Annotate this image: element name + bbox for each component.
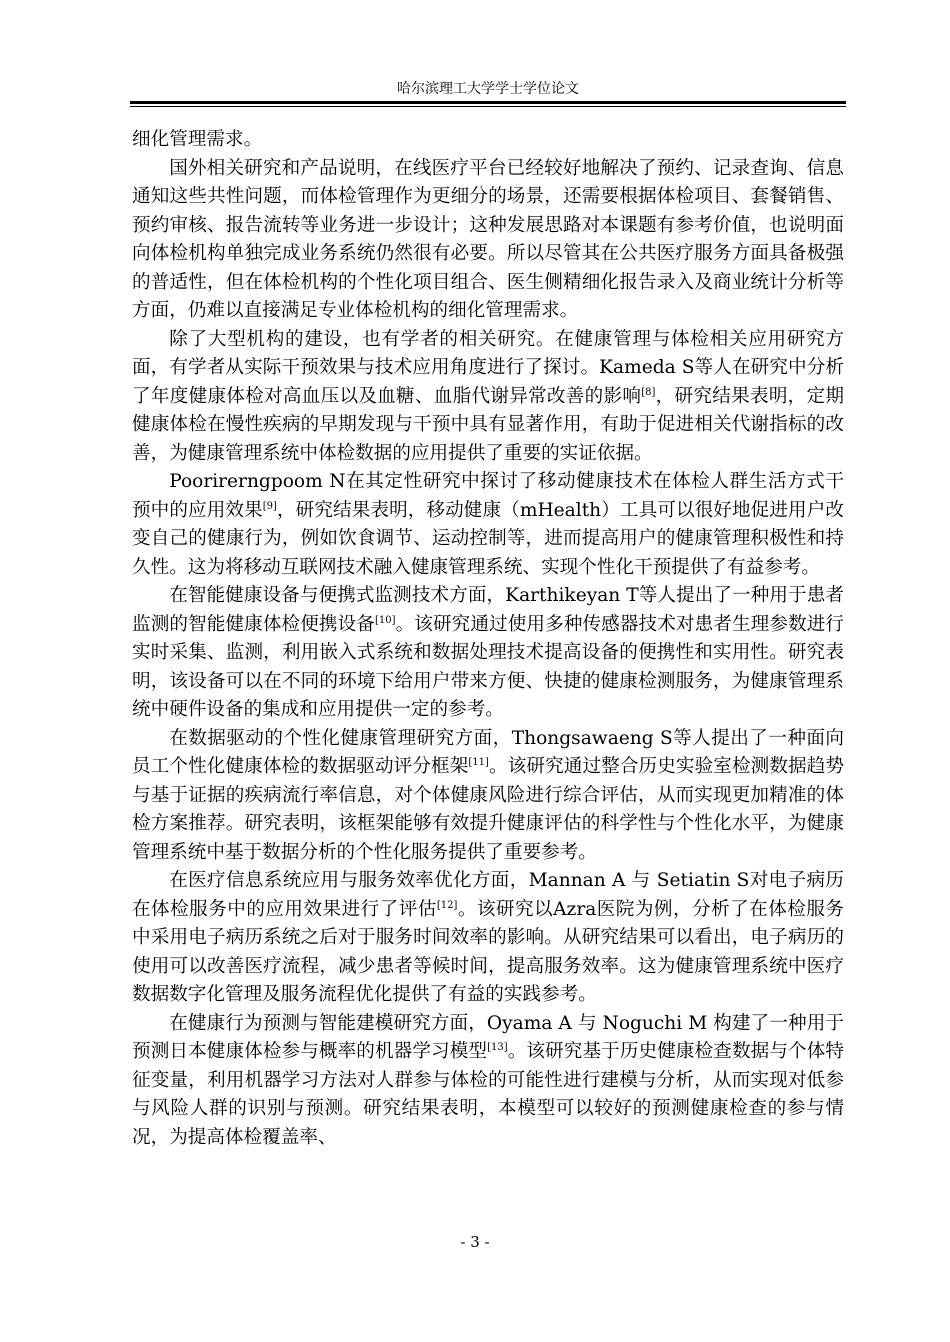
page-number: - 3 -: [460, 1233, 490, 1251]
paragraph-text: 在智能健康设备与便携式监测技术方面，Karthikeyan T等人提出了一种用于患者监测的智能健康体检便携设备: [132, 585, 844, 635]
paragraph: [132, 725, 844, 868]
paragraph: [132, 326, 844, 469]
paragraph: [132, 1010, 844, 1153]
paragraph: [132, 582, 844, 725]
paragraph-text: 除了大型机构的建设，也有学者的相关研究。在健康管理与体检相关应用研究方面，有学者从实际干预效果与技术应用角度进行了探讨。Kameda S等人在研究中分析了年度健康体检对高血压以及血糖、血脂代谢异常改善的影响: [132, 328, 844, 407]
paragraph: [132, 155, 844, 326]
citation-ref: [13]: [487, 1042, 508, 1053]
paragraph-text: 。该研究基于历史健康检查数据与个体特征变量，利用机器学习方法对人群参与体检的可能性进行建模与分析，从而实现对低参与风险人群的识别与预测。研究结果表明，本模型可以较好的预测健康检查的参与情况，为提高体检覆盖率、: [132, 1041, 844, 1148]
citation-ref: [12]: [436, 899, 458, 911]
citation-ref: [10]: [374, 614, 396, 626]
paragraph-text: 在医疗信息系统应用与服务效率优化方面，Mannan A 与 Setiatin S对电子病历在体检服务中的应用效果进行了评估: [132, 870, 844, 920]
citation-ref: [9]: [262, 500, 277, 512]
paragraph-text: 在数据驱动的个性化健康管理研究方面，Thongsawaeng S等人提出了一种面向员工个性化健康体检的数据驱动评分框架: [132, 727, 844, 777]
paragraph-text: 国外相关研究和产品说明，在线医疗平台已经较好地解决了预约、记录查询、信息通知这些共性问题，而体检管理作为更细分的场景，还需要根据体检项目、套餐销售、预约审核、报告流转等业务进一步设计；这种发展思路对本课题有参考价值，也说明面向体检机构单独完成业务系统仍然很有必要。所以尽管其在公共医疗服务方面具备极强的普适性，但在体检机构的个性化项目组合、医生侧精细化报告录入及商业统计分析等方面，仍难以直接满足专业体检机构的细化管理需求。: [132, 157, 844, 321]
running-header: 哈尔滨理工大学学士学位论文: [397, 81, 579, 97]
paragraph-text: 。该研究通过使用多种传感器技术对患者生理参数进行实时采集、监测，利用嵌入式系统和数据处理技术提高设备的便携性和实用性。研究表明，该设备可以在不同的环境下给用户带来方便、快捷的健康检测服务，为健康管理系统中硬件设备的集成和应用提供一定的参考。: [132, 613, 844, 720]
paragraph-text: ，研究结果表明，移动健康（mHealth）工具可以很好地促进用户改变自己的健康行为，例如饮食调节、运动控制等，进而提高用户的健康管理积极性和持久性。这为将移动互联网技术融入健康管理系统、实现个性化干预提供了有益参考。: [132, 499, 844, 578]
paragraph: [132, 468, 844, 582]
paragraph-text: 细化管理需求。: [132, 129, 263, 150]
paragraph-text: ，研究结果表明，定期健康体检在慢性疾病的早期发现与干预中具有显著作用，有助于促进相关代谢指标的改善，为健康管理系统中体检数据的应用提供了重要的实证依据。: [132, 385, 844, 464]
citation-ref: [8]: [641, 386, 656, 398]
header-rule-thin: [130, 106, 846, 107]
header-rule-thick: [130, 101, 846, 104]
paragraph-text: 在健康行为预测与智能建模研究方面，Oyama A 与 Noguchi M 构建了一种用于预测日本健康体检参与概率的机器学习模型: [132, 1012, 844, 1062]
paragraph-text: Poorirerngpoom N在其定性研究中探讨了移动健康技术在体检人群生活方式干预中的应用效果: [132, 471, 844, 521]
paragraph-text: 。该研究通过整合历史实验室检测数据趋势与基于证据的疾病流行率信息，对个体健康风险进行综合评估，从而实现更加精准的体检方案推荐。研究表明，该框架能够有效提升健康评估的科学性与个性化水平，为健康管理系统中基于数据分析的个性化服务提供了重要参考。: [132, 756, 844, 863]
paragraph: [132, 867, 844, 1010]
body-text: [132, 126, 844, 1152]
paragraph-text: 。该研究以Azra医院为例，分析了在体检服务中采用电子病历系统之后对于服务时间效率的影响。从研究结果可以看出，电子病历的使用可以改善医疗流程，减少患者等候时间，提高服务效率。这为健康管理系统中医疗数据数字化管理及服务流程优化提供了有益的实践参考。: [132, 898, 844, 1005]
citation-ref: [11]: [468, 757, 489, 768]
paragraph-continuation: [132, 126, 844, 155]
